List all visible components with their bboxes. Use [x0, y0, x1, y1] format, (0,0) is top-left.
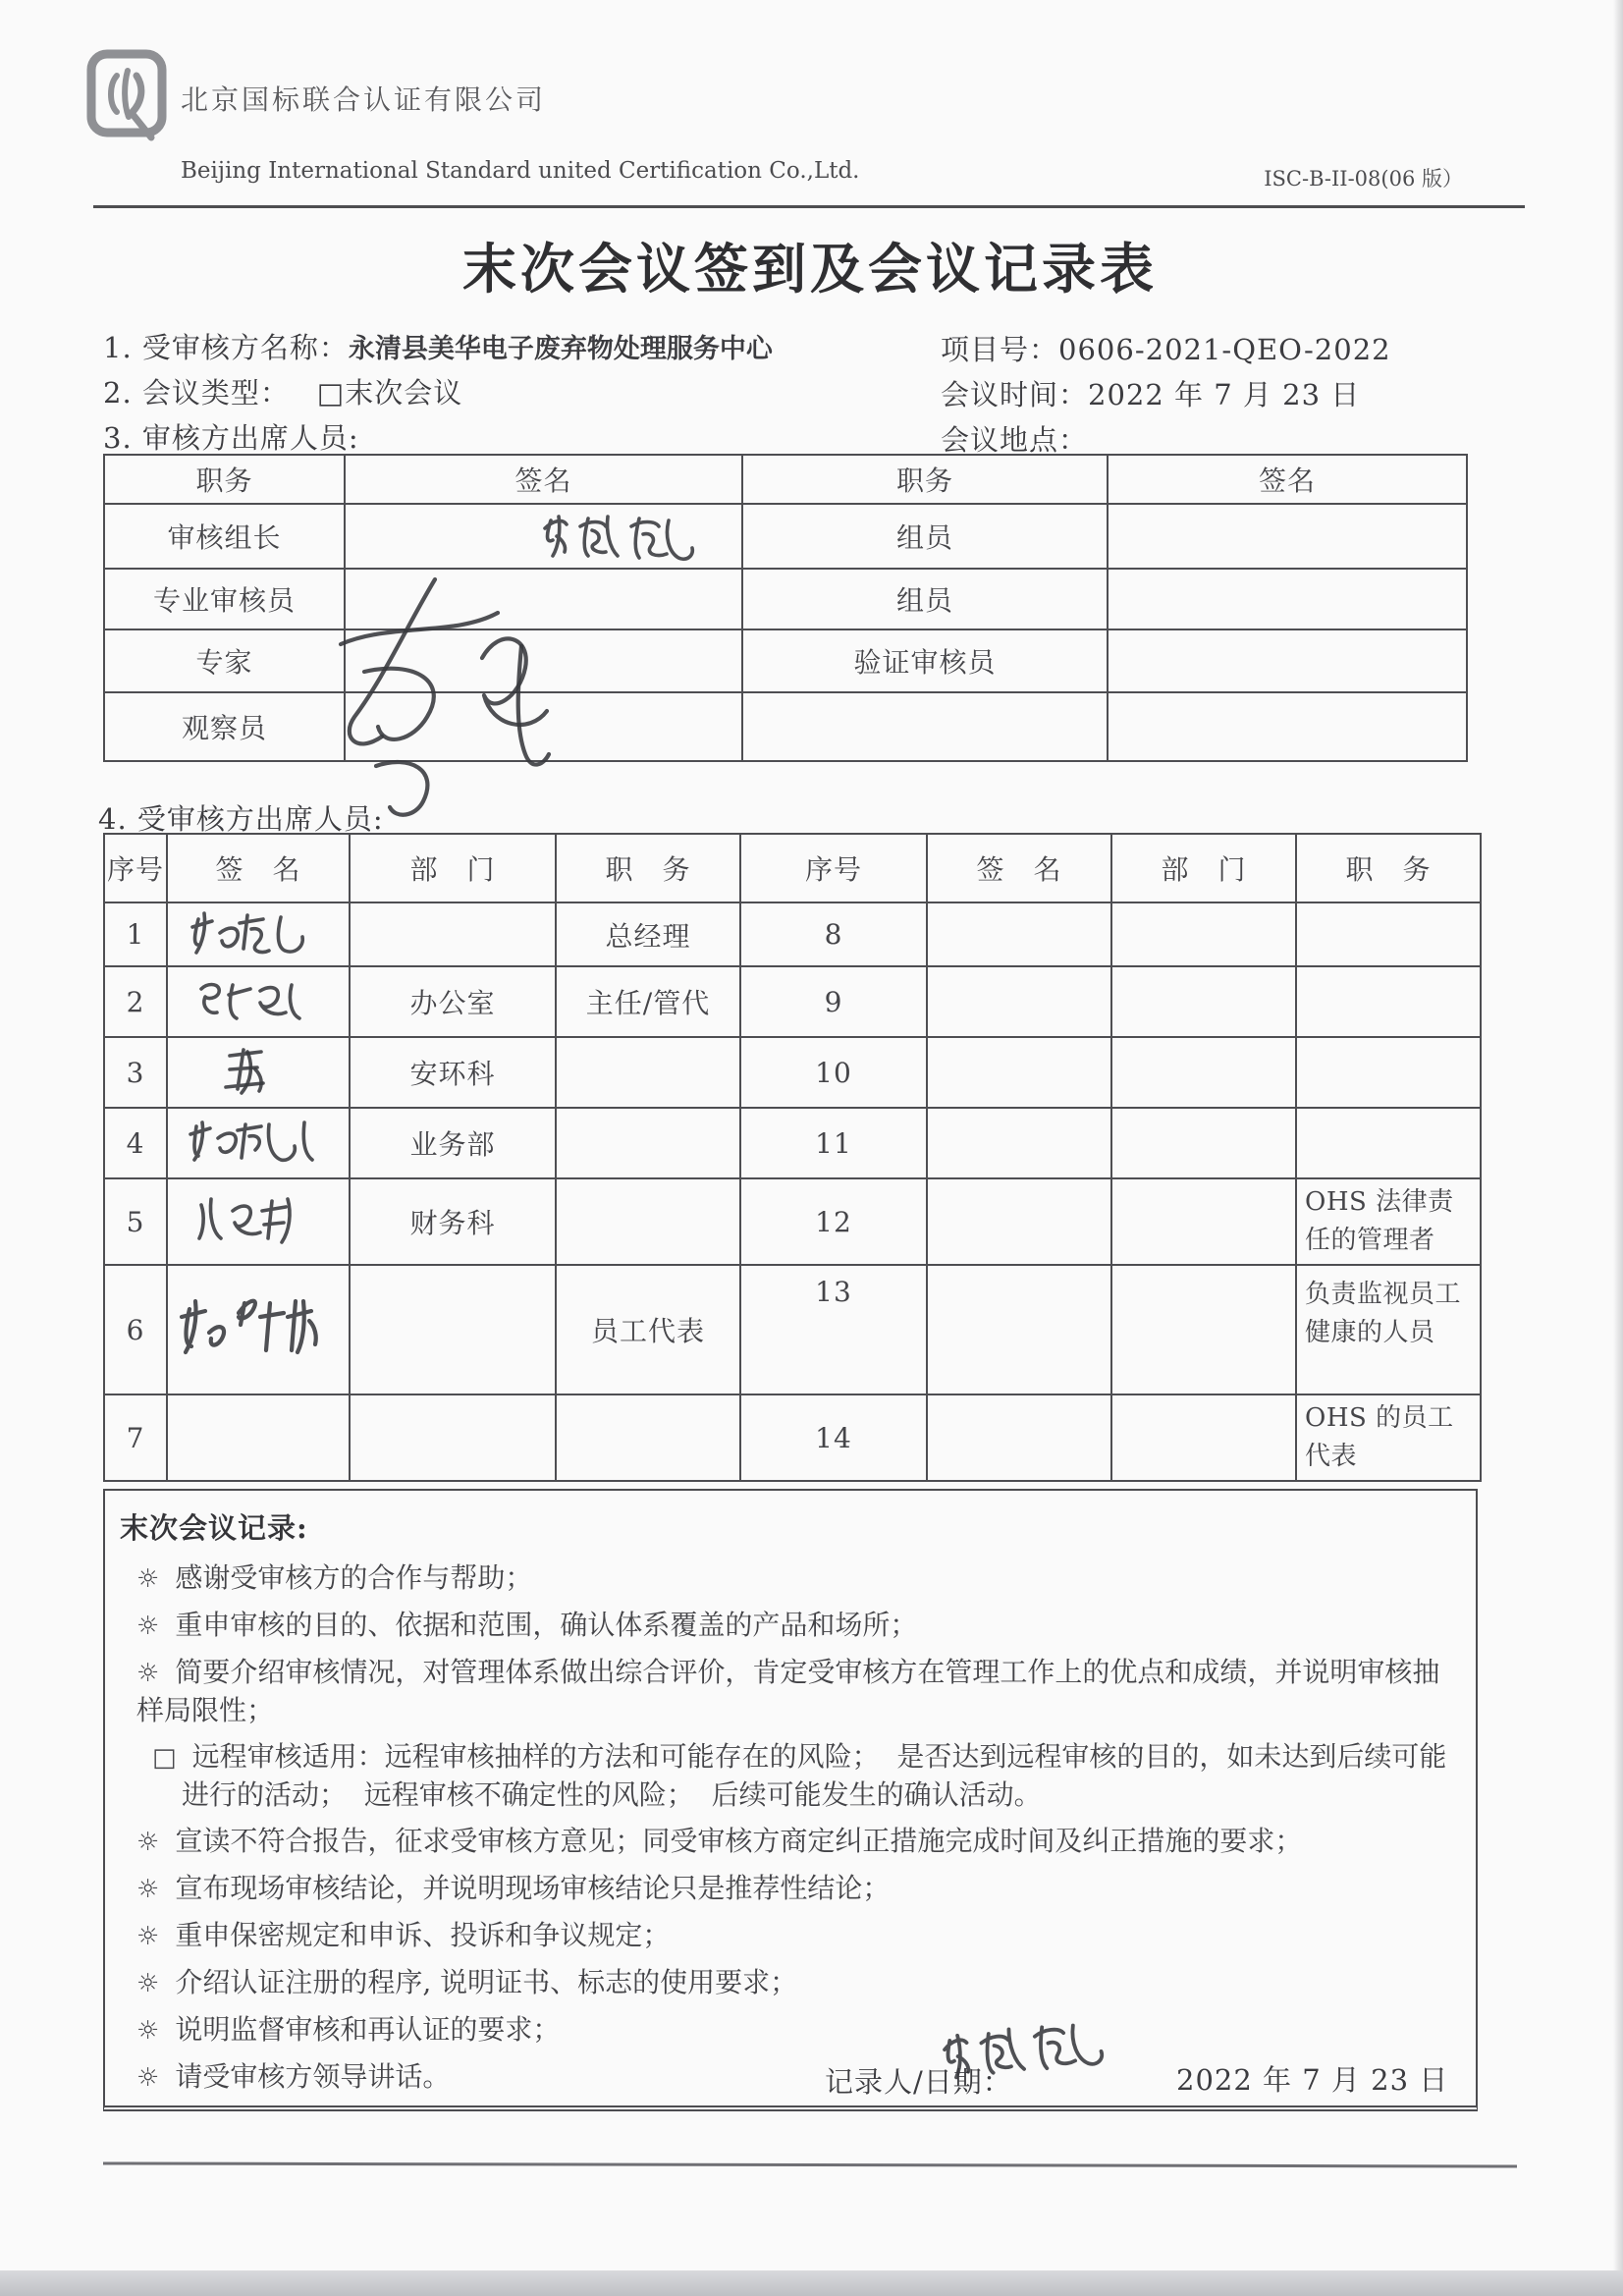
meeting-time-line — [941, 373, 1360, 413]
record-item: ☼ 感谢受审核方的合作与帮助； — [136, 1561, 533, 1594]
t2-sign-cell — [167, 1265, 350, 1394]
t2-no: 3 — [104, 1037, 167, 1108]
page-edge-shadow-right — [1613, 0, 1623, 2296]
t2-no2: 10 — [740, 1037, 927, 1108]
project-no-line — [941, 328, 1391, 368]
footer-rule — [103, 2161, 1517, 2167]
t2-no: 7 — [104, 1394, 167, 1481]
t2-duty — [556, 1178, 740, 1265]
t2-header-dept: 部 门 — [350, 834, 556, 902]
t2-dept — [350, 1394, 556, 1481]
gear-bullet-icon: ☼ — [136, 1922, 160, 1951]
record-item: ☼ 重申审核的目的、依据和范围，确认体系覆盖的产品和场所； — [136, 1609, 918, 1641]
t1-role: 审核组长 — [104, 504, 345, 569]
t2-header-duty: 职 务 — [556, 834, 740, 902]
t1-sign-cell — [1108, 569, 1467, 629]
signature-attendee-2 — [189, 971, 327, 1026]
t2-no: 6 — [104, 1265, 167, 1394]
t2-dept2 — [1111, 1037, 1296, 1108]
t1-sign-cell — [1108, 629, 1467, 692]
gear-bullet-icon: ☼ — [136, 2063, 160, 2093]
t1-sign-cell — [1108, 692, 1467, 761]
t2-sign-cell — [927, 1037, 1111, 1108]
t2-duty: 员工代表 — [556, 1265, 740, 1394]
record-items — [123, 1559, 1454, 2105]
header-rule — [93, 205, 1525, 208]
record-item: ☼ 介绍认证注册的程序, 说明证书、标志的使用要求； — [136, 1966, 798, 1998]
t2-duty: 主任/管代 — [556, 966, 740, 1037]
t2-sign-cell — [927, 1108, 1111, 1178]
project-no-value: 0606-2021-QEO-2022 — [1058, 333, 1391, 366]
t2-no2: 8 — [740, 902, 927, 966]
t2-sign-cell — [167, 1037, 350, 1108]
audit-attendees-label: 3. 审核方出席人员: — [103, 421, 359, 455]
t2-duty — [556, 1394, 740, 1481]
section4-label: 4. 受审核方出席人员: — [98, 802, 384, 836]
t1-role: 验证审核员 — [742, 629, 1108, 692]
t2-duty — [556, 1108, 740, 1178]
t2-sign-cell — [927, 1394, 1111, 1481]
t2-dept: 安环科 — [350, 1037, 556, 1108]
t2-header-duty2: 职 务 — [1296, 834, 1481, 902]
record-item: ☼ 请受审核方领导讲话。 — [136, 2060, 451, 2093]
signature-attendee-3 — [204, 1040, 312, 1099]
t2-duty2 — [1296, 1037, 1481, 1108]
meeting-type-label: 2. 会议类型： — [103, 376, 290, 410]
t2-header-no2: 序号 — [740, 834, 927, 902]
t2-header-no: 序号 — [104, 834, 167, 902]
t2-duty2: OHS 法律责任的管理者 — [1296, 1178, 1481, 1265]
t1-role: 观察员 — [104, 692, 345, 761]
meeting-type-line — [103, 371, 462, 411]
t2-sign-cell — [927, 1178, 1111, 1265]
gear-bullet-icon: ☼ — [136, 1564, 160, 1594]
t2-dept2 — [1111, 1394, 1296, 1481]
company-name-en: Beijing International Standard united Certification Co.,Ltd. — [181, 158, 860, 184]
t2-dept: 办公室 — [350, 966, 556, 1037]
gear-bullet-icon: ☼ — [136, 1659, 160, 1688]
t1-role: 专业审核员 — [104, 569, 345, 629]
gear-bullet-icon: ☼ — [136, 1612, 160, 1641]
t1-sign-cell — [1108, 504, 1467, 569]
t2-no: 2 — [104, 966, 167, 1037]
record-date: 2022 年 7 月 23 日 — [1176, 2063, 1449, 2097]
t1-role: 组员 — [742, 504, 1108, 569]
t1-header-role-right: 职务 — [742, 455, 1108, 504]
t2-no2: 12 — [740, 1178, 927, 1265]
t1-header-sign-right: 签名 — [1108, 455, 1467, 504]
document-code: ISC-B-II-08(06 版） — [1264, 167, 1463, 191]
t2-dept: 财务科 — [350, 1178, 556, 1265]
table-row — [104, 966, 1481, 1037]
t2-sign-cell — [927, 1265, 1111, 1394]
t2-no: 5 — [104, 1178, 167, 1265]
meeting-place-line — [941, 418, 1088, 459]
company-name-cn: 北京国标联合认证有限公司 — [181, 83, 547, 116]
meeting-time-label: 会议时间： — [941, 378, 1089, 411]
t2-dept: 业务部 — [350, 1108, 556, 1178]
t2-no: 4 — [104, 1108, 167, 1178]
signature-recorder — [935, 2003, 1126, 2094]
record-item: ☼ 简要介绍审核情况，对管理体系做出综合评价，肯定受审核方在管理工作上的优点和成绩，并说明审核抽样局限性； — [136, 1656, 1440, 1726]
meeting-time-value: 2022 年 7 月 23 日 — [1088, 378, 1361, 411]
t2-header-sign: 签 名 — [167, 834, 350, 902]
audit-attendees-line — [103, 416, 359, 457]
t1-role: 组员 — [742, 569, 1108, 629]
t2-duty2 — [1296, 902, 1481, 966]
t2-duty — [556, 1037, 740, 1108]
t2-dept2 — [1111, 902, 1296, 966]
t2-no: 1 — [104, 902, 167, 966]
auditee-name-value: 永清县美华电子废弃物处理服务中心 — [348, 334, 773, 364]
record-item: ☼ 宣布现场审核结论，并说明现场审核结论只是推荐性结论； — [136, 1872, 891, 1904]
record-box-heading: 末次会议记录: — [120, 1511, 308, 1545]
signature-attendee-6 — [174, 1289, 343, 1364]
table-row — [104, 1178, 1481, 1265]
table-row — [104, 1265, 1481, 1394]
signature-attendee-5 — [189, 1187, 327, 1250]
t2-header-dept2: 部 门 — [1111, 834, 1296, 902]
record-item: ☼ 宣读不符合报告，征求受审核方意见；同受审核方商定纠正措施完成时间及纠正措施的要求； — [136, 1825, 1303, 1857]
t2-dept2 — [1111, 1265, 1296, 1394]
t2-sign-cell — [167, 1108, 350, 1178]
record-item-remote-audit: □ 远程审核适用：远程审核抽样的方法和可能存在的风险； 是否达到远程审核的目的，如未达到后续可能进行的活动； 远程审核不确定性的风险； 后续可能发生的确认活动。 — [152, 1740, 1447, 1811]
t2-no2: 14 — [740, 1394, 927, 1481]
t2-duty: 总经理 — [556, 902, 740, 966]
t2-sign-cell — [167, 1394, 350, 1481]
gear-bullet-icon: ☼ — [136, 1875, 160, 1904]
t2-duty2: 负责监视员工健康的人员 — [1296, 1265, 1481, 1394]
table-row — [104, 1394, 1481, 1481]
t2-dept — [350, 1265, 556, 1394]
checkbox-icon: □ — [152, 1743, 177, 1773]
meeting-type-checkbox-value: □末次会议 — [316, 376, 463, 410]
t2-header-sign2: 签 名 — [927, 834, 1111, 902]
signature-expert — [290, 562, 555, 825]
record-item: ☼ 说明监督审核和再认证的要求； — [136, 2013, 561, 2046]
recorder-label: 记录人/日期： — [825, 2065, 1012, 2099]
t1-header-role-left: 职务 — [104, 455, 345, 504]
t2-sign-cell — [167, 966, 350, 1037]
signature-attendee-1 — [185, 903, 332, 958]
t2-sign-cell — [927, 902, 1111, 966]
auditee-name-label: 1. 受审核方名称： — [103, 331, 349, 364]
t2-duty2 — [1296, 966, 1481, 1037]
gear-bullet-icon: ☼ — [136, 2016, 160, 2046]
page-edge-shadow-bottom — [0, 2270, 1623, 2296]
table-row — [104, 902, 1481, 966]
t2-no2: 9 — [740, 966, 927, 1037]
signature-audit-leader — [535, 507, 717, 568]
t2-duty2 — [1296, 1108, 1481, 1178]
t2-sign-cell — [927, 966, 1111, 1037]
t1-header-sign-left: 签名 — [345, 455, 742, 504]
t1-role: 专家 — [104, 629, 345, 692]
t2-dept — [350, 902, 556, 966]
t2-dept2 — [1111, 1108, 1296, 1178]
t2-no2: 13 — [740, 1265, 927, 1394]
gear-bullet-icon: ☼ — [136, 1969, 160, 1998]
t1-sign-cell — [742, 692, 1108, 761]
t2-dept2 — [1111, 1178, 1296, 1265]
auditee-name-line — [103, 326, 773, 366]
t2-duty2: OHS 的员工代表 — [1296, 1394, 1481, 1481]
table-row — [104, 1037, 1481, 1108]
t2-sign-cell — [167, 1178, 350, 1265]
record-item: ☼ 重申保密规定和申诉、投诉和争议规定； — [136, 1919, 671, 1951]
table-row — [104, 1108, 1481, 1178]
form-title: 末次会议签到及会议记录表 — [461, 237, 1158, 301]
meeting-place-label: 会议地点： — [941, 423, 1089, 457]
t2-no2: 11 — [740, 1108, 927, 1178]
company-logo-icon — [86, 49, 169, 141]
signature-attendee-4 — [185, 1111, 332, 1170]
gear-bullet-icon: ☼ — [136, 1828, 160, 1857]
t2-dept2 — [1111, 966, 1296, 1037]
project-no-label: 项目号： — [941, 333, 1059, 366]
attendee-table — [103, 833, 1482, 1482]
t2-sign-cell — [167, 902, 350, 966]
